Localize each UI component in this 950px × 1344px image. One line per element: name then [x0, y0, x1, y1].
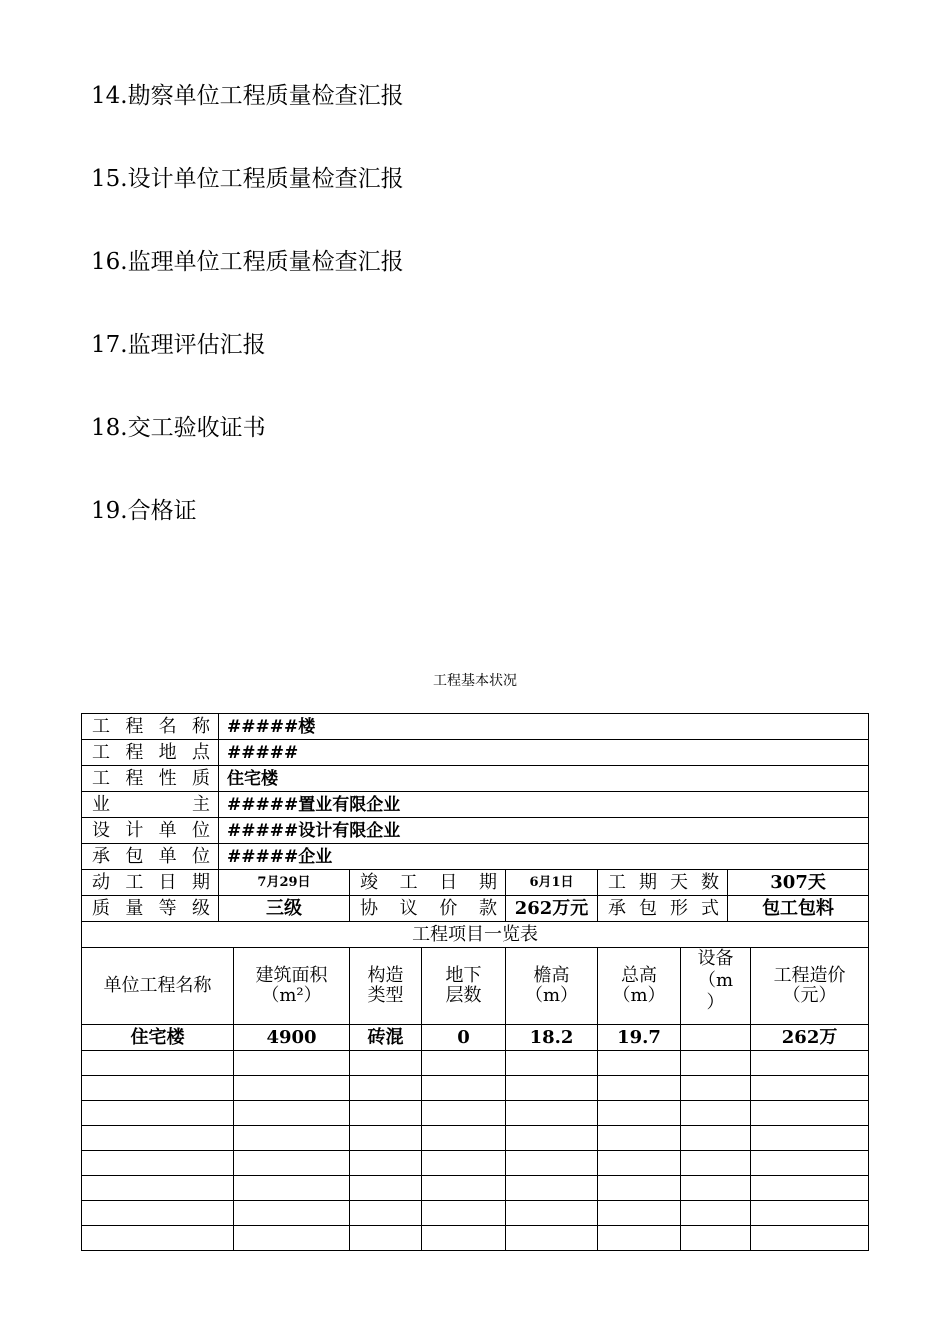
col-header-text: 构造: [367, 965, 404, 986]
table-row: [82, 1176, 869, 1201]
table-row: [82, 922, 869, 948]
cell-equipment: [681, 1025, 751, 1051]
table-row: [82, 1076, 869, 1101]
list-item: 16.监理单位工程质量检查汇报: [91, 249, 404, 275]
table-row: [82, 1226, 869, 1251]
table-row: [82, 1126, 869, 1151]
col-header-unit-name: [82, 948, 234, 1025]
table-row: [82, 766, 869, 792]
list-item: 18.交工验收证书: [91, 415, 266, 441]
project-location-label: 工程地点: [82, 740, 219, 766]
col-header-structure: [350, 948, 422, 1025]
cell-total-height: 19.7: [598, 1025, 681, 1051]
duration-value: 307天: [728, 870, 869, 896]
start-date-label: 动工日期: [82, 870, 219, 896]
col-header-text: 单位工程名称: [103, 975, 212, 996]
completion-date-label: 竣工日期: [350, 870, 506, 896]
list-item: 17.监理评估汇报: [91, 332, 266, 358]
cell-area: 4900: [234, 1025, 350, 1051]
col-header-text: ）: [706, 992, 725, 1013]
col-header-cost: [751, 948, 869, 1025]
col-header-basement: [422, 948, 506, 1025]
col-header-eave-height: [506, 948, 598, 1025]
list-item: 19.合格证: [91, 498, 197, 524]
table-row: [82, 714, 869, 740]
table-row: [82, 1101, 869, 1126]
contractor-label: 承包单位: [82, 844, 219, 870]
table-row: [82, 792, 869, 818]
design-unit-value: #####设计有限企业: [219, 818, 869, 844]
table-row: [82, 1151, 869, 1176]
project-nature-label: 工程性质: [82, 766, 219, 792]
table-row: [82, 844, 869, 870]
design-unit-label: 设计单位: [82, 818, 219, 844]
owner-value: #####置业有限企业: [219, 792, 869, 818]
col-header-text: （m²）: [261, 985, 322, 1006]
col-header-text: （m）: [612, 985, 666, 1006]
project-list-title: 工程项目一览表: [82, 922, 869, 948]
col-header-area: [234, 948, 350, 1025]
table-row: [82, 740, 869, 766]
cell-basement: 0: [422, 1025, 506, 1051]
project-location-value: #####: [219, 740, 869, 766]
cell-unit-name: 住宅楼: [82, 1025, 234, 1051]
table-row: [82, 1201, 869, 1226]
table-row: [82, 1025, 869, 1051]
contract-price-label: 协议价款: [350, 896, 506, 922]
completion-date-value: 6月1日: [506, 870, 598, 896]
table-row: [82, 818, 869, 844]
col-header-total-height: [598, 948, 681, 1025]
cell-structure: 砖混: [350, 1025, 422, 1051]
list-item: 15.设计单位工程质量检查汇报: [91, 166, 404, 192]
project-list-header: [82, 948, 869, 1025]
col-header-text: 檐高: [533, 965, 570, 986]
list-item: 14.勘察单位工程质量检查汇报: [91, 83, 404, 109]
document-list: [91, 82, 404, 580]
contract-form-value: 包工包料: [728, 896, 869, 922]
col-header-text: 建筑面积: [255, 965, 328, 986]
quality-value: 三级: [219, 896, 350, 922]
col-header-text: 地下: [445, 965, 482, 986]
quality-label: 质量等级: [82, 896, 219, 922]
start-date-value: 7月29日: [219, 870, 350, 896]
duration-label: 工期天数: [598, 870, 728, 896]
col-header-text: 类型: [367, 985, 404, 1006]
project-nature-value: 住宅楼: [219, 766, 869, 792]
table-title: 工程基本状况: [433, 673, 517, 689]
contractor-value: #####企业: [219, 844, 869, 870]
owner-label: 业主: [82, 792, 219, 818]
col-header-equipment: [681, 948, 751, 1025]
table-row: [82, 870, 869, 896]
col-header-text: （m: [697, 970, 734, 991]
col-header-text: 设备: [697, 948, 734, 969]
project-name-value: #####楼: [219, 714, 869, 740]
contract-price-value: 262万元: [506, 896, 598, 922]
cell-eave-height: 18.2: [506, 1025, 598, 1051]
col-header-text: （元）: [782, 985, 837, 1006]
cell-cost: 262万: [751, 1025, 869, 1051]
project-info-table: [81, 713, 869, 1251]
table-row: [82, 1051, 869, 1076]
project-name-label: 工程名称: [82, 714, 219, 740]
contract-form-label: 承包形式: [598, 896, 728, 922]
col-header-text: 工程造价: [773, 965, 846, 986]
col-header-text: （m）: [524, 985, 579, 1006]
col-header-text: 层数: [445, 985, 482, 1006]
table-row: [82, 896, 869, 922]
col-header-text: 总高: [621, 965, 657, 986]
